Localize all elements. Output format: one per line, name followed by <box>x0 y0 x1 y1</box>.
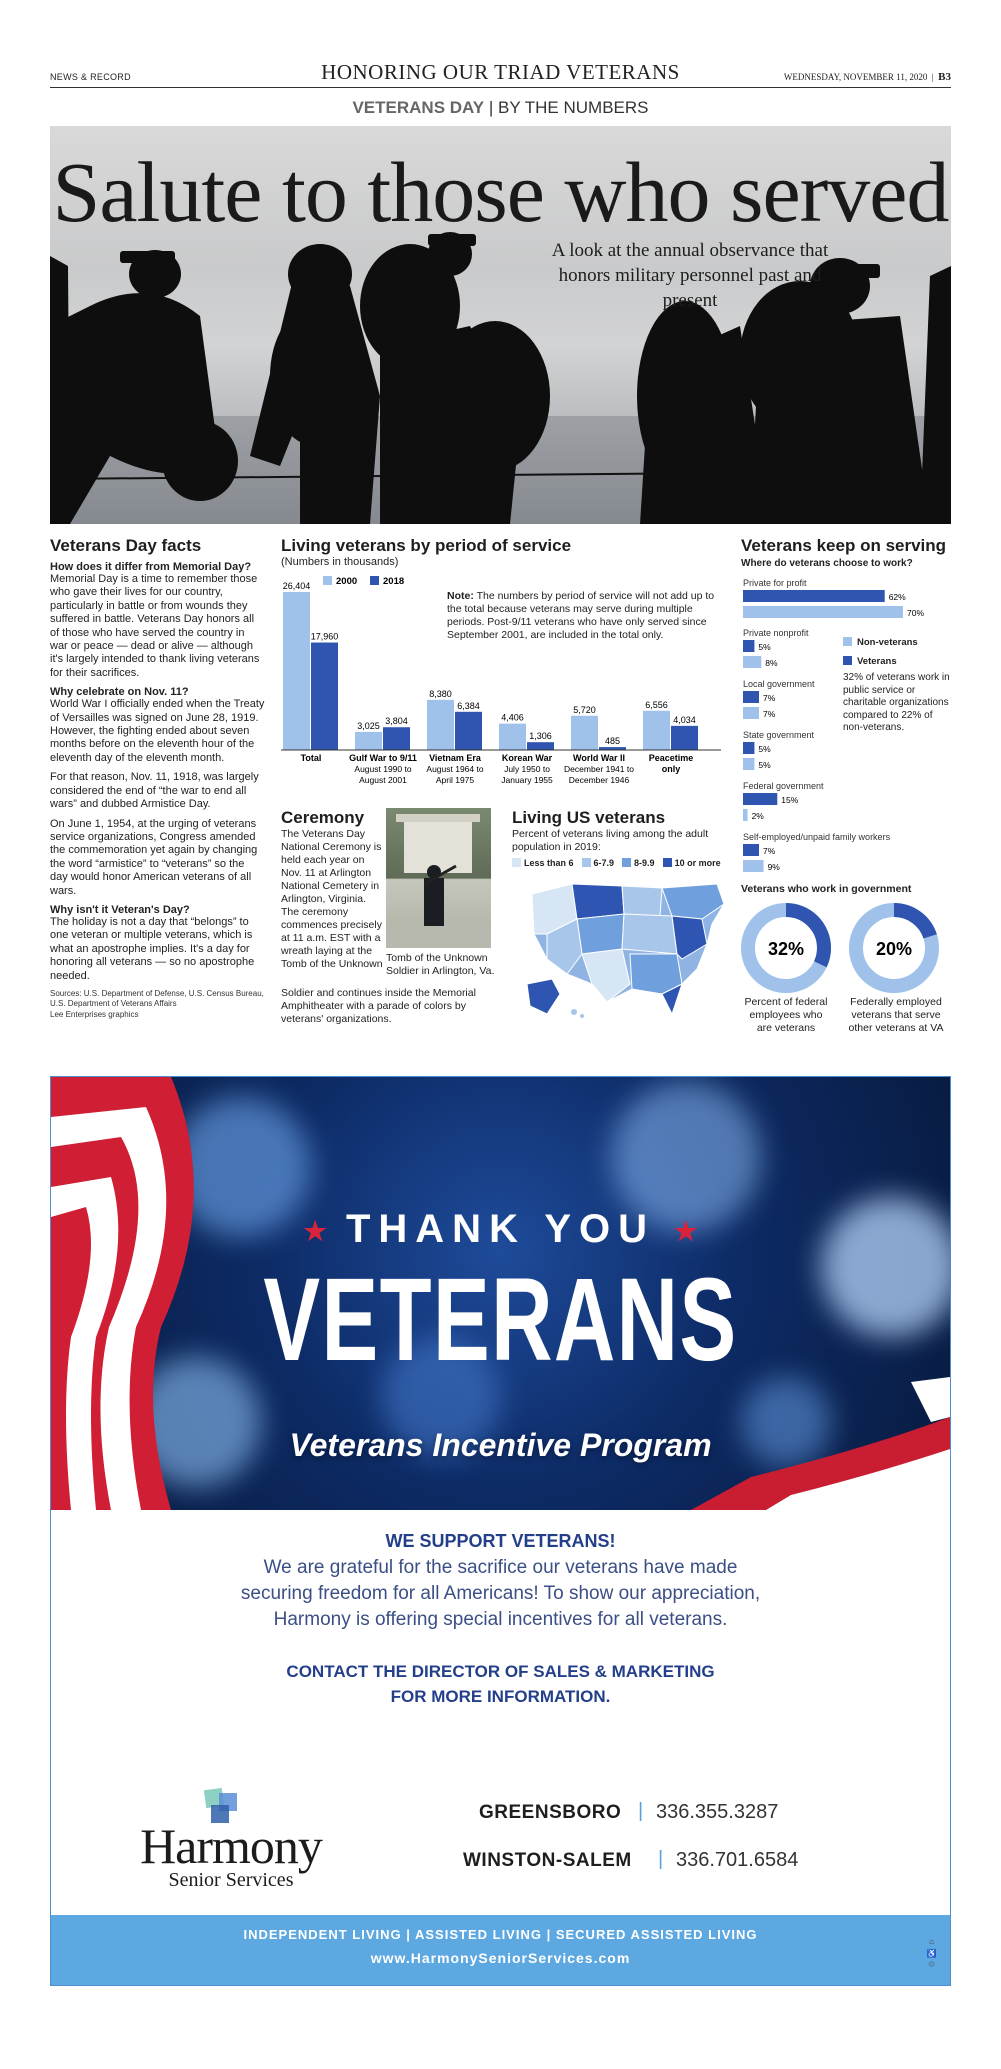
facts-paragraph: The holiday is not a day that “belongs” to one veteran or multiple veterans, which is what an apostrophe implies. It's a day for honoring all veterans — so no apostrophe needed. <box>50 915 255 982</box>
work-category-label: State government <box>743 730 815 740</box>
work-category-label: Private nonprofit <box>743 628 809 638</box>
star-icon: ★ <box>303 1215 327 1246</box>
ad-banner <box>51 1077 950 1510</box>
category-label: Gulf War to 9/11 <box>349 753 417 763</box>
legend-label-2018: 2018 <box>383 576 405 587</box>
legend-nonvet: Non-veterans <box>843 637 953 650</box>
bar-2018-5 <box>671 726 698 750</box>
serving-note: 32% of veterans work in public service or charitable organizations compared to 22% of non-veterans. <box>843 672 950 733</box>
kicker-line <box>0 98 1001 118</box>
bar-value: 7% <box>763 846 776 856</box>
contact-line: FOR MORE INFORMATION. <box>390 1687 611 1706</box>
bar-value: 9% <box>767 862 780 872</box>
header-rule <box>50 87 951 88</box>
equal-housing-icons: ⌂ ♿ ♲ <box>927 1937 936 1970</box>
bar-value-label: 6,556 <box>645 699 668 710</box>
kicker-rest: | BY THE NUMBERS <box>488 98 649 117</box>
bar-value-label: 4,034 <box>673 714 696 725</box>
star-icon: ★ <box>674 1215 698 1246</box>
bar-value: 8% <box>765 658 778 668</box>
us-map <box>512 874 732 1024</box>
bar-nonveterans-1 <box>743 656 761 668</box>
bar-value-label: 3,804 <box>385 716 408 727</box>
category-label: only <box>661 764 681 774</box>
living-sub: Percent of veterans living among the adult population in 2019: <box>512 828 709 853</box>
date-line: WEDNESDAY, NOVEMBER 11, 2020 | B3 <box>783 71 951 83</box>
logo-subtitle: Senior Services <box>168 1869 294 1891</box>
bar-value-label: 1,306 <box>529 731 552 742</box>
tomb-image <box>386 808 491 948</box>
divider: | <box>658 1848 664 1870</box>
hero-subtitle: A look at the annual observance that honors military personnel past and present <box>551 240 829 311</box>
ceremony-heading: Ceremony <box>281 808 365 827</box>
legend-item: 10 or more <box>663 858 721 868</box>
donut1-label: 32% <box>767 939 805 959</box>
facts-column <box>50 536 265 1020</box>
category-label: Peacetime <box>648 753 694 763</box>
website-link[interactable]: www.HarmonySeniorServices.com <box>370 1950 631 1966</box>
bar-2000-0 <box>283 592 310 750</box>
grateful-line: securing freedom for all Americans! To show our appreciation, <box>240 1583 761 1604</box>
bar-value: 2% <box>751 811 764 821</box>
category-dates: August 2001 <box>359 775 407 785</box>
period-units: (Numbers in thousands) <box>281 556 399 568</box>
incentive-program: Veterans Incentive Program <box>289 1427 712 1463</box>
bar-nonveterans-2 <box>743 707 759 719</box>
category-label: Korean War <box>501 753 553 763</box>
bar-veterans-2 <box>743 691 759 703</box>
period-heading: Living veterans by period of service <box>281 536 572 555</box>
category-dates: December 1941 to <box>564 764 634 774</box>
sources: Sources: U.S. Department of Defense, U.S. Census Bureau, U.S. Department of Veterans Affairs <box>50 988 264 1008</box>
phone-winston-salem[interactable]: 336.701.6584 <box>676 1849 799 1871</box>
city-winston-salem: WINSTON-SALEM <box>463 1850 632 1871</box>
newspaper-name: NEWS & RECORD <box>50 72 131 82</box>
living-heading: Living US veterans <box>512 808 666 827</box>
legend-swatch-2000 <box>323 576 332 585</box>
bar-nonveterans-4 <box>743 809 748 821</box>
logo-name: Harmony <box>140 1818 322 1874</box>
bar-value: 7% <box>763 709 776 719</box>
facts-paragraph: For that reason, Nov. 11, 1918, was largely considered the end of “the war to end all wars” and dubbed Armistice Day. <box>50 771 259 811</box>
bar-value: 5% <box>758 760 771 770</box>
legend-item: 6-7.9 <box>582 858 615 868</box>
work-category-label: Private for profit <box>743 578 807 588</box>
ceremony-text-continued: Soldier and continues inside the Memorial Amphitheater with a parade of colors by veterans' organizations. <box>281 987 476 1025</box>
category-label: Vietnam Era <box>429 753 481 763</box>
hero-photo <box>50 126 951 524</box>
photo-caption: Tomb of the Unknown Soldier in Arlington, Va. <box>386 952 495 977</box>
bar-value-label: 8,380 <box>429 688 452 699</box>
bar-2000-4 <box>571 716 598 750</box>
bar-2018-3 <box>527 742 554 750</box>
phone-greensboro[interactable]: 336.355.3287 <box>656 1801 779 1823</box>
category-label: World War II <box>572 753 626 763</box>
legend-swatch-2018 <box>370 576 379 585</box>
grateful-text <box>51 1555 950 1633</box>
divider: | <box>638 1800 644 1822</box>
legend-item: Less than 6 <box>512 858 574 868</box>
graphics-credit: Lee Enterprises graphics <box>50 1009 139 1019</box>
work-category-label: Local government <box>743 679 815 689</box>
bar-value-label: 4,406 <box>501 712 524 723</box>
gov-donuts <box>741 900 956 1000</box>
bar-veterans-0 <box>743 590 885 602</box>
facts-heading: Veterans Day facts <box>50 536 202 555</box>
period-bar-chart <box>281 572 731 802</box>
page-number: B3 <box>938 71 951 83</box>
work-category-label: Federal government <box>743 781 824 791</box>
bar-value-label: 3,025 <box>357 720 380 731</box>
category-dates: December 1946 <box>568 775 630 785</box>
note-label: Note: <box>447 590 474 602</box>
facts-paragraph: On June 1, 1954, at the urging of veterans service organizations, Congress amended the commemoration yet again by changing the word “armistice” to “veterans” so the day would honor American veterans of all wars. <box>50 817 258 897</box>
kicker: VETERANS DAY <box>352 98 485 117</box>
bar-2018-1 <box>383 727 410 750</box>
facts-question: Why isn't it Veteran's Day? <box>50 903 190 916</box>
harmony-ad <box>50 1076 951 1986</box>
date: WEDNESDAY, NOVEMBER 11, 2020 <box>783 72 928 82</box>
bar-value-label: 5,720 <box>573 704 596 715</box>
bar-value-label: 485 <box>604 736 621 747</box>
services-list: INDEPENDENT LIVING | ASSISTED LIVING | SECURED ASSISTED LIVING <box>243 1927 758 1942</box>
facts-question: How does it differ from Memorial Day? <box>50 561 252 573</box>
thank-you-text: ★ THANK YOU ★ <box>303 1207 698 1251</box>
bar-veterans-4 <box>743 793 777 805</box>
support-heading: WE SUPPORT VETERANS! <box>385 1531 616 1551</box>
bar-value: 15% <box>781 795 799 805</box>
bar-value: 70% <box>907 608 925 618</box>
note-text: The numbers by period of service will not add up to the total because veterans may serve during multiple periods. Post-9/11 veterans who have only served since September 2001, are included in the total only. <box>447 590 715 641</box>
gov-heading: Veterans who work in government <box>741 883 912 895</box>
serving-legend-note <box>843 637 953 735</box>
bar-2018-2 <box>455 712 482 750</box>
legend-item: 8-9.9 <box>622 858 655 868</box>
category-label: Total <box>300 753 322 763</box>
bar-nonveterans-3 <box>743 758 754 770</box>
bar-value: 5% <box>758 744 771 754</box>
bar-nonveterans-5 <box>743 860 764 872</box>
contact-text <box>51 1659 950 1709</box>
facts-paragraph: Memorial Day is a time to remember those who gave their lives for our country, particularly in battle or from wounds they suffered in battle. Veterans Day honors all of those who have served the country in war or peace — dead or alive — although it's largely intended to thank living veterans for their sacrifices. <box>50 573 260 679</box>
donut2-caption: Federally employed veterans that serve other veterans at VA <box>848 996 944 1034</box>
bar-2000-1 <box>355 732 382 750</box>
living-veterans-section <box>512 808 732 1029</box>
bar-value: 62% <box>888 592 906 602</box>
ceremony-section <box>281 808 386 971</box>
city-greensboro: GREENSBORO <box>479 1802 622 1823</box>
grateful-line: Harmony is offering special incentives for all veterans. <box>273 1609 728 1630</box>
bar-value-label: 26,404 <box>282 581 311 591</box>
hero-title: Salute to those who served <box>52 144 949 240</box>
veterans-headline: VETERANS <box>263 1254 738 1386</box>
serving-heading: Veterans keep on serving <box>741 536 947 555</box>
section-title: HONORING OUR TRIAD VETERANS <box>321 60 680 84</box>
donut1-caption: Percent of federal employees who are veterans <box>744 996 828 1034</box>
bar-value: 7% <box>763 693 776 703</box>
bar-nonveterans-0 <box>743 606 903 618</box>
bar-2000-5 <box>643 711 670 750</box>
bar-value-label: 6,384 <box>457 700 480 711</box>
category-dates: August 1990 to <box>354 764 412 774</box>
serving-section <box>741 536 956 569</box>
grateful-line: We are grateful for the sacrifice our veterans have made <box>263 1557 738 1578</box>
work-category-label: Self-employed/unpaid family workers <box>743 832 891 842</box>
bar-2000-3 <box>499 724 526 750</box>
contact-line: CONTACT THE DIRECTOR OF SALES & MARKETING <box>286 1662 715 1681</box>
bar-veterans-1 <box>743 640 754 652</box>
period-chart-section <box>281 536 725 569</box>
donut2-label: 20% <box>875 939 913 959</box>
bar-value-label: 17,960 <box>310 631 339 642</box>
facts-paragraph: World War I officially ended when the Treaty of Versailles was signed on June 28, 1919. However, the fighting ended about seven months before on the eleventh hour of the eleventh day of the eleventh month. <box>50 698 265 764</box>
bar-2018-0 <box>311 643 338 750</box>
legend-vet: Veterans <box>843 656 953 669</box>
map-legend <box>512 858 732 868</box>
ceremony-text: The Veterans Day National Ceremony is held each year on Nov. 11 at Arlington National Cemetery in Arlington, Virginia. The ceremony commences precisely at 11 a.m. EST with a wreath laying at the Tomb of the Unknown <box>281 828 383 970</box>
bar-value: 5% <box>758 642 771 652</box>
category-dates: August 1964 to <box>426 764 484 774</box>
serving-question: Where do veterans choose to work? <box>741 558 913 569</box>
category-dates: April 1975 <box>435 775 475 785</box>
bar-veterans-3 <box>743 742 754 754</box>
tomb-photo <box>386 808 491 948</box>
bar-veterans-5 <box>743 844 759 856</box>
category-dates: July 1950 to <box>504 764 550 774</box>
facts-question: Why celebrate on Nov. 11? <box>50 686 189 699</box>
ad-footer <box>51 1915 950 1986</box>
legend-label-2000: 2000 <box>336 576 358 587</box>
bar-2000-2 <box>427 700 454 750</box>
category-dates: January 1955 <box>501 775 553 785</box>
